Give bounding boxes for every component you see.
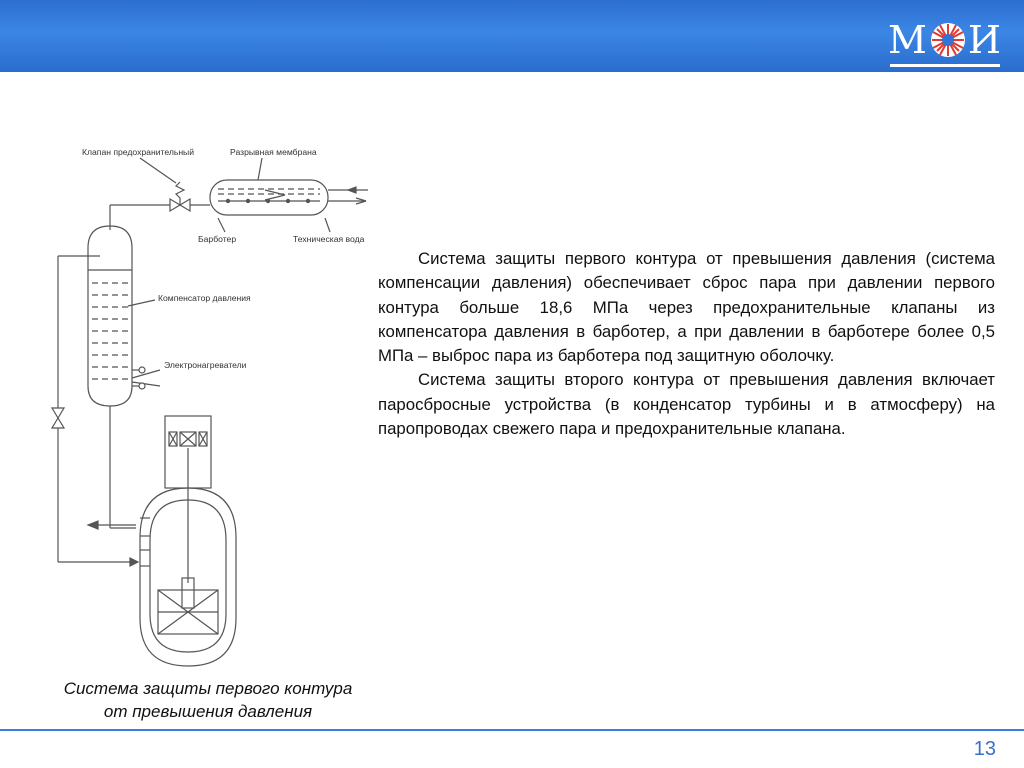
label-process-water: Техническая вода <box>293 234 365 244</box>
page-number: 13 <box>973 738 996 760</box>
figure-caption <box>28 677 388 723</box>
water-in-arrow <box>348 187 356 193</box>
pressure-protection-diagram <box>40 138 380 668</box>
paragraph-secondary-circuit: Система защиты второго контура от превышения давления включает паросбросные устройства (в конденсатор турбины и в атмосферу) на паропроводах свежего пара и предохранительные клапана. <box>378 370 995 439</box>
body-text <box>378 247 995 441</box>
bubbler-tank <box>210 180 328 215</box>
caption-line-2: от превышения давления <box>103 702 313 721</box>
label-rupture-membrane: Разрывная мембрана <box>230 147 317 157</box>
label-pressurizer: Компенсатор давления <box>158 293 251 303</box>
logo-emblem-icon <box>929 21 967 59</box>
logo-underline <box>890 64 1000 67</box>
caption-line-1: Система защиты первого контура <box>63 679 353 698</box>
mei-logo <box>888 18 1002 62</box>
header-bar <box>0 0 1024 72</box>
label-bubbler: Барботер <box>198 234 237 244</box>
label-heaters: Электронагреватели <box>164 360 247 370</box>
logo-letter-i: И <box>967 18 1002 62</box>
footer-divider <box>0 729 1024 731</box>
logo-letter-m: М <box>887 18 928 62</box>
paragraph-primary-circuit: Система защиты первого контура от превышения давления (система компенсации давления) обеспечивает сброс пара при давлении первого контура больше 18,6 МПа через предохранительные клапаны из компенсатора давления в барботер, а при давлении в барботере более 0,5 МПа – выброс пара из барботера под защитную оболочку. <box>378 249 995 366</box>
label-safety-valve: Клапан предохранительный <box>82 147 195 157</box>
